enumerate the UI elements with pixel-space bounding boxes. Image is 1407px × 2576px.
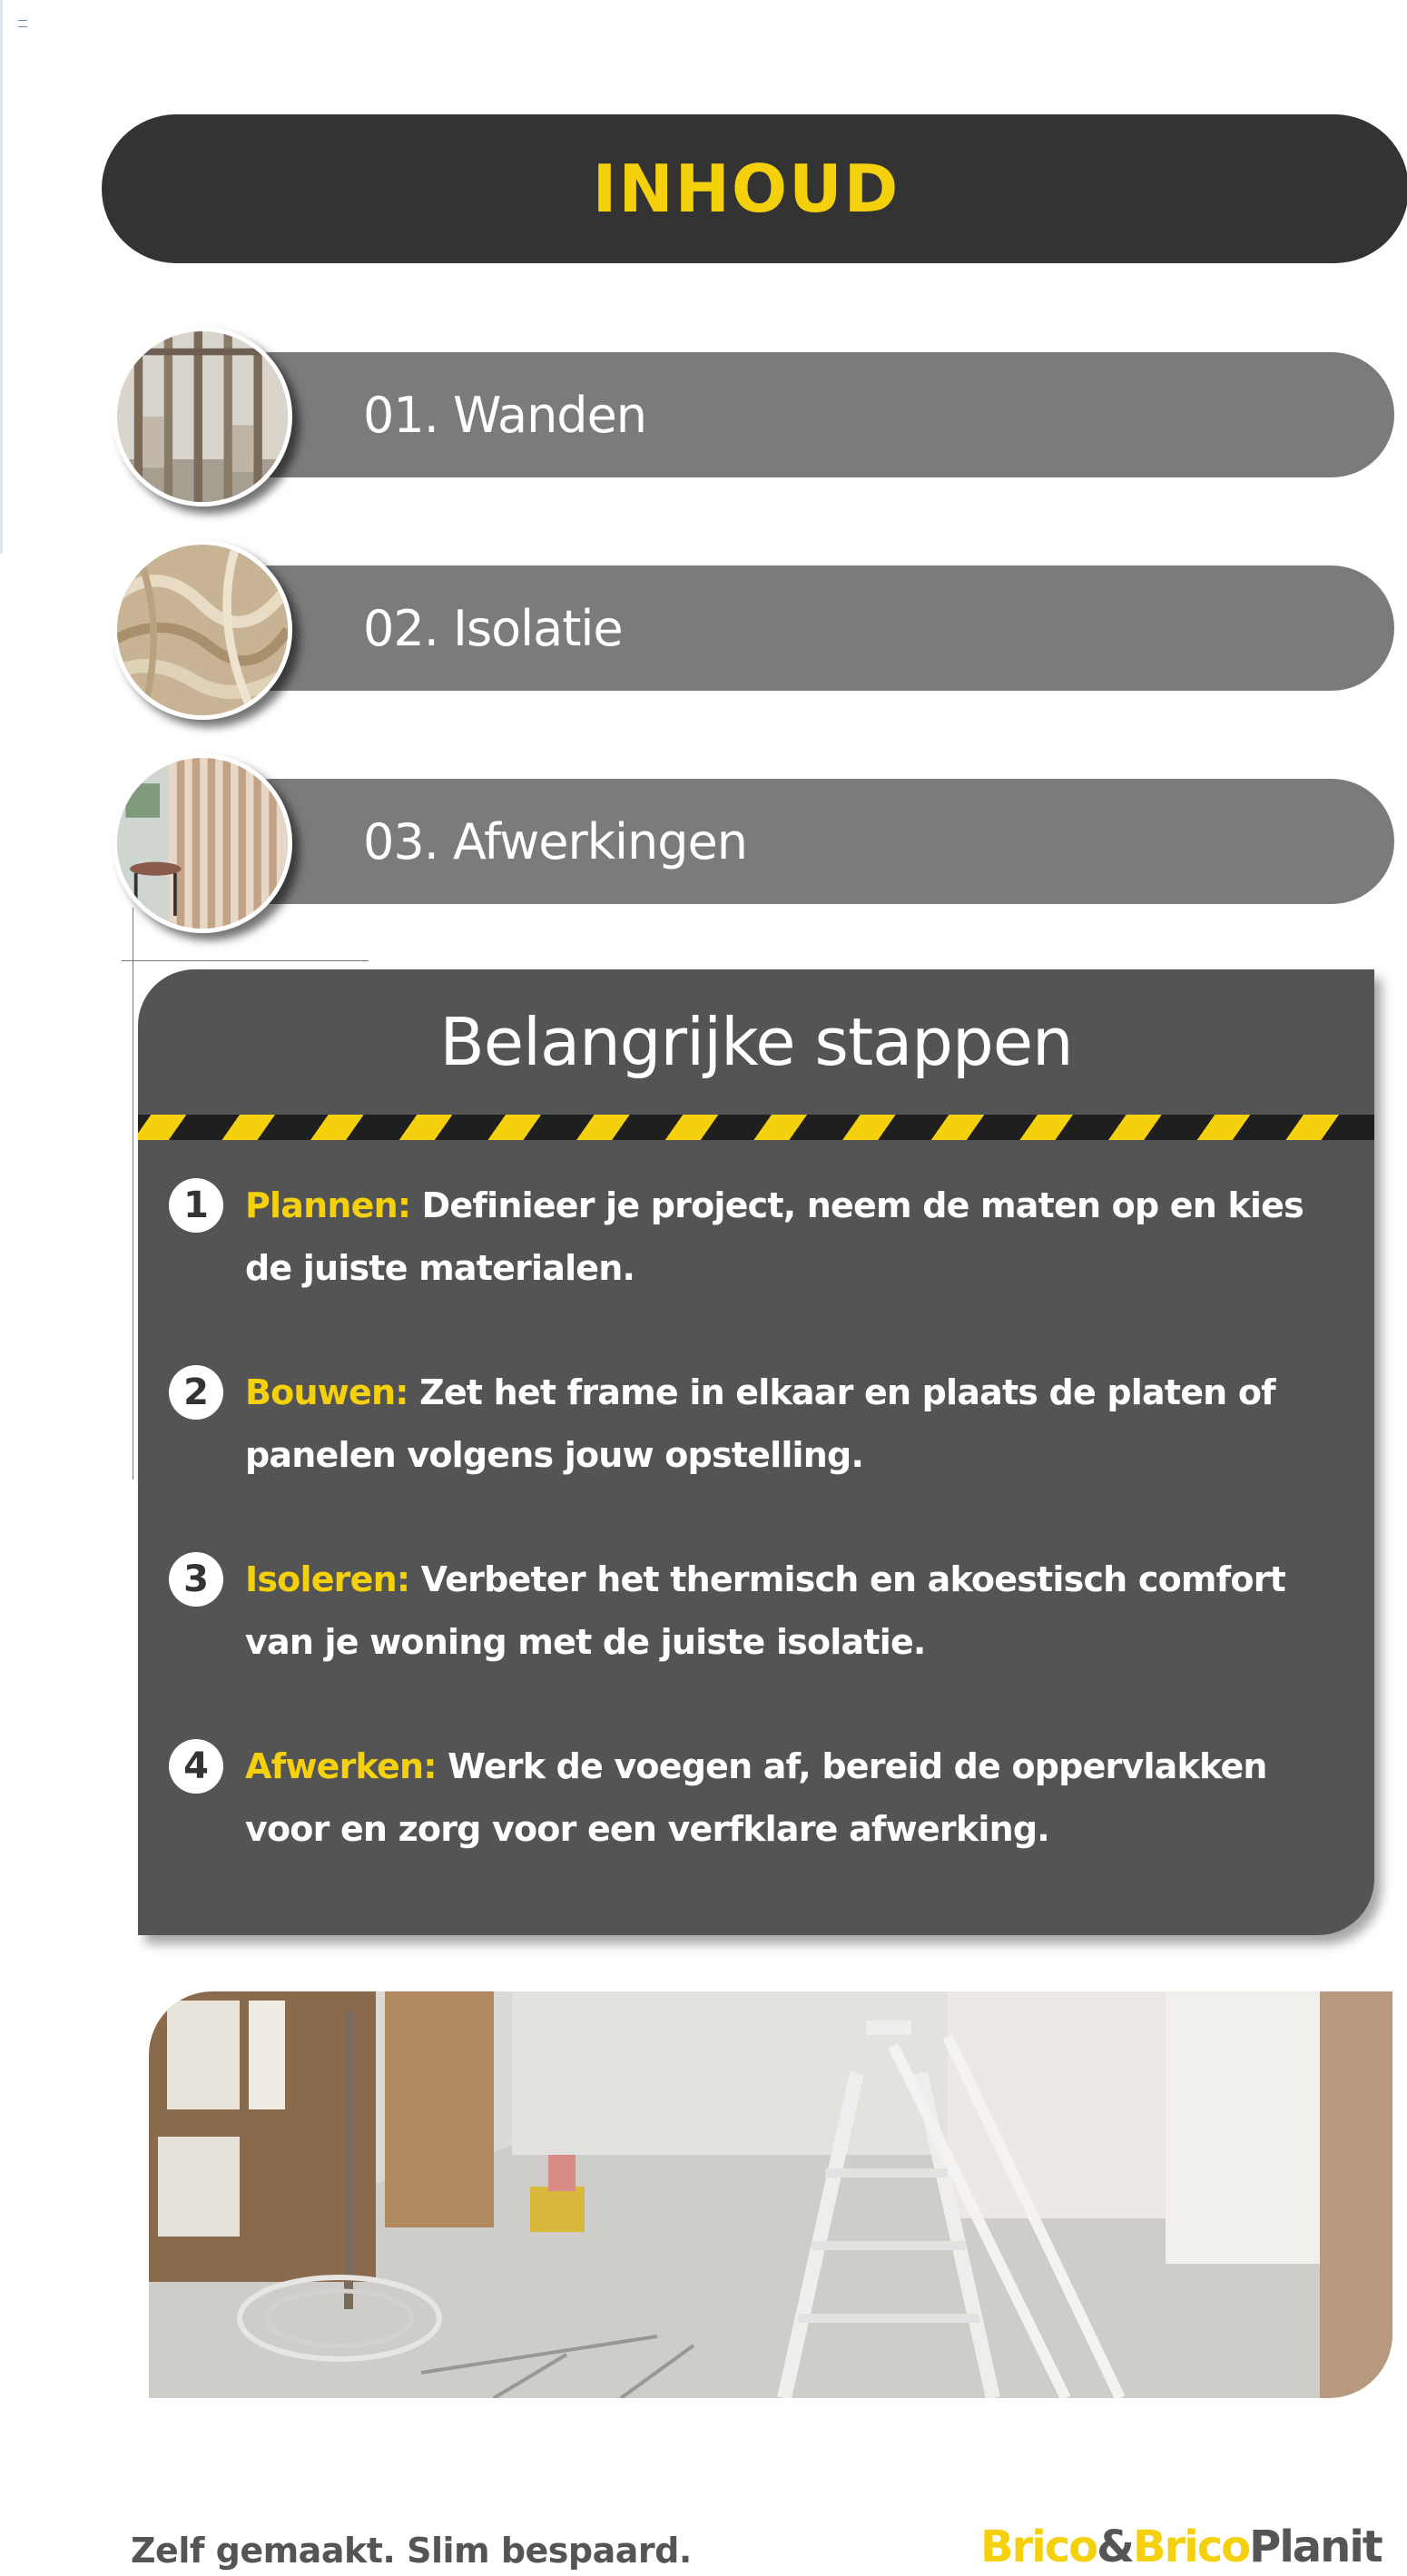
step-description: Zet het frame in elkaar en plaats de platen of panelen volgens jouw opstelling. [245, 1372, 1275, 1475]
step-number: 2 [169, 1365, 223, 1420]
steps-title: Belangrijke stappen [439, 1004, 1073, 1080]
logo-ampersand: & [1097, 2522, 1133, 2572]
step-text [245, 1735, 1316, 1861]
step-description: Definieer je project, neem de maten op en kies de juiste materialen. [245, 1185, 1304, 1288]
toc-item-isolatie[interactable] [209, 565, 1394, 691]
step-description: Verbeter het thermisch en akoestisch comfort van je woning met de juiste isolatie. [245, 1559, 1286, 1662]
brand-logo[interactable] [980, 2522, 1382, 2572]
step-key: Isoleren: [245, 1559, 410, 1599]
footer-slogan: Zelf gemaakt. Slim bespaard. [131, 2531, 692, 2571]
step-number: 3 [169, 1552, 223, 1607]
stud-wall-thumbnail[interactable] [113, 327, 292, 506]
step-key: Bouwen: [245, 1372, 408, 1412]
logo-part-brico-1: Brico [980, 2522, 1097, 2572]
slat-wall-thumbnail[interactable] [113, 753, 292, 933]
toc-item-label: 02. Isolatie [363, 599, 623, 657]
step-key: Afwerken: [245, 1746, 437, 1786]
insulation-thumbnail[interactable] [113, 540, 292, 720]
page-edge-line [0, 0, 3, 554]
logo-part-brico-2: Brico [1133, 2522, 1250, 2572]
guide-line-horizontal [122, 960, 369, 961]
steps-panel [138, 969, 1374, 1935]
step-key: Plannen: [245, 1185, 411, 1225]
contents-header [102, 114, 1407, 263]
step-number: 4 [169, 1739, 223, 1794]
step-description: Werk de voegen af, bereid de oppervlakken voor en zorg voor een verfklare afwerking. [245, 1746, 1267, 1849]
toc-item-afwerkingen[interactable] [209, 779, 1394, 904]
step-number: 1 [169, 1178, 223, 1233]
logo-part-planit: Planit [1249, 2522, 1382, 2572]
hazard-stripe [138, 1115, 1374, 1140]
step-text [245, 1362, 1316, 1487]
step-text [245, 1175, 1316, 1300]
toc-item-wanden[interactable] [209, 352, 1394, 477]
step-text [245, 1549, 1316, 1674]
menu-icon [18, 20, 27, 27]
toc-item-label: 01. Wanden [363, 386, 647, 444]
renovation-room-photo [149, 1991, 1392, 2398]
contents-title: INHOUD [592, 151, 900, 227]
toc-item-label: 03. Afwerkingen [363, 812, 747, 870]
